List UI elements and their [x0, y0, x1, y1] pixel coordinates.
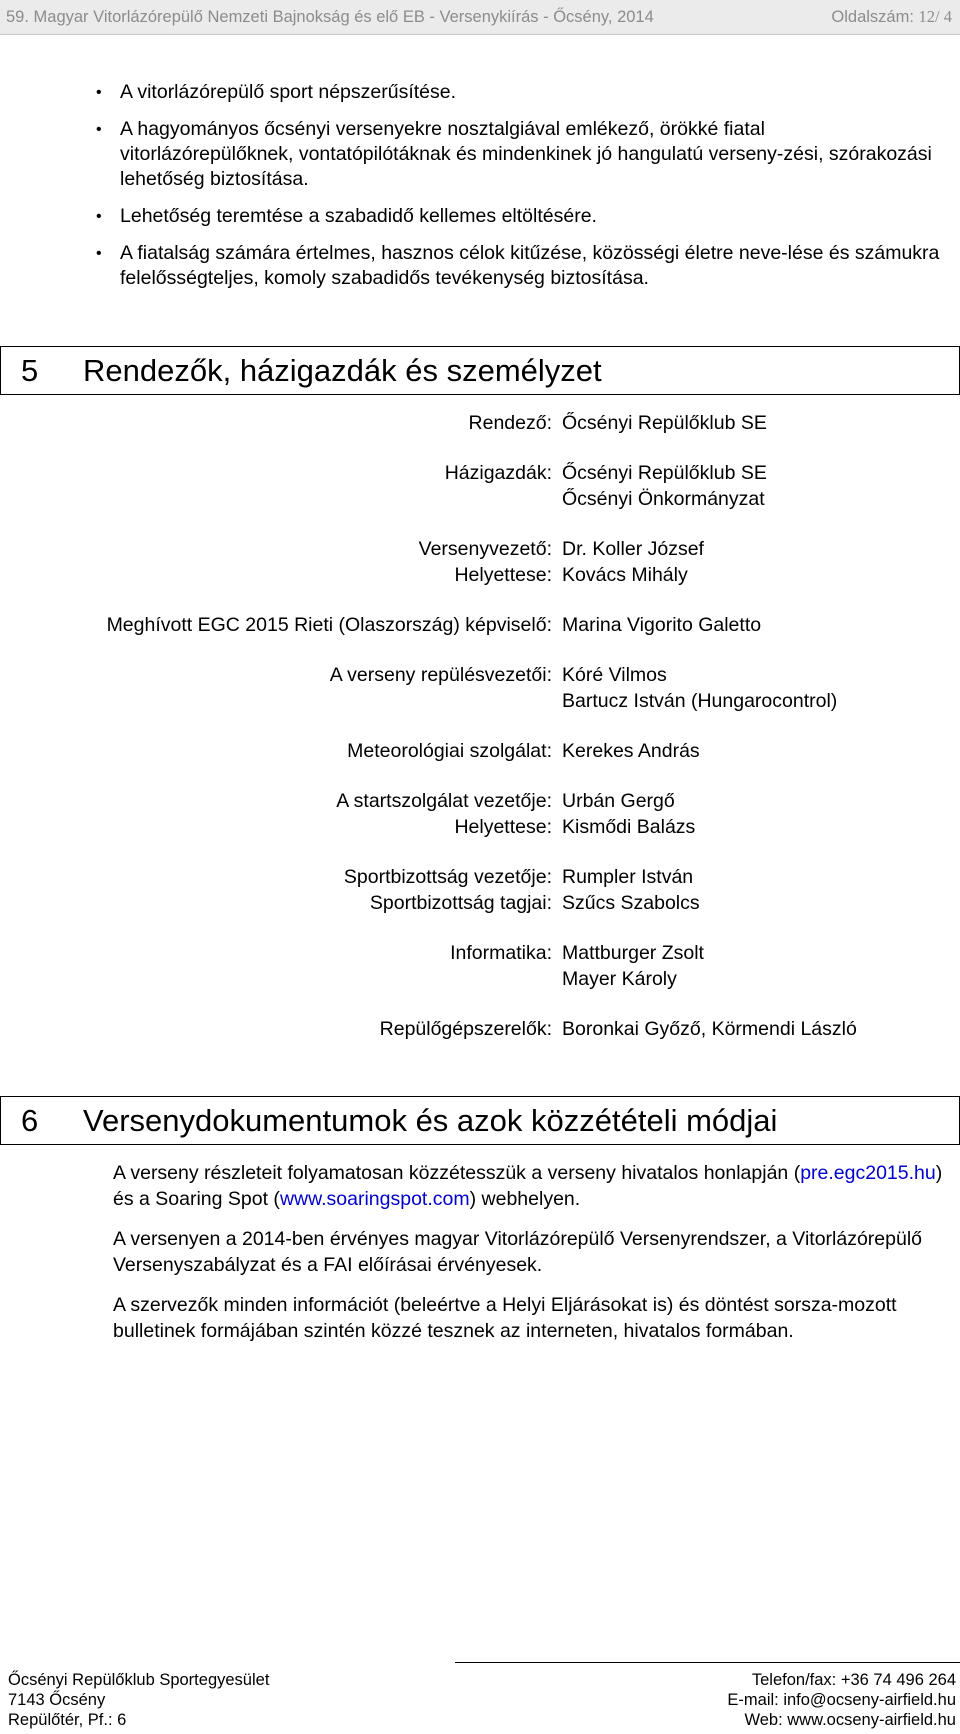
staff-row	[0, 612, 960, 638]
list-item	[96, 204, 940, 229]
header-page	[831, 0, 952, 34]
staff-role: Sportbizottság tagjai:	[369, 892, 552, 914]
bullet-icon: •	[96, 245, 102, 262]
staff-role: Meteorológiai szolgálat:	[347, 740, 552, 762]
page-header	[0, 0, 960, 35]
footer-phone: Telefon/fax: +36 74 496 264	[751, 1671, 956, 1689]
goals-list	[96, 80, 940, 303]
footer-address: Repülőtér, Pf.: 6	[8, 1711, 127, 1729]
goal-text: Lehetőség teremtése a szabadidő kellemes eltöltésére.	[120, 205, 597, 227]
header-title: 59. Magyar Vitorlázórepülő Nemzeti Bajnokság és elő EB - Versenykiírás - Őcsény, 2014	[6, 8, 654, 26]
goal-text: A vitorlázórepülő sport népszerűsítése.	[120, 81, 457, 103]
bullet-icon: •	[96, 208, 102, 225]
staff-role: Helyettese:	[454, 816, 552, 838]
footer-email: E-mail: info@ocseny-airfield.hu	[727, 1691, 956, 1709]
bullet-icon: •	[96, 121, 102, 138]
staff-row	[0, 940, 960, 992]
section-number: 6	[21, 1103, 39, 1138]
goal-text: A fiatalság számára értelmes, hasznos célok kitűzése, közösségi életre neve-lése és számukra felelősségteljes, komoly szabadidős tevékenység biztosítása.	[120, 242, 940, 289]
footer-divider	[455, 1662, 960, 1663]
footer-right	[727, 1670, 956, 1730]
staff-row	[0, 536, 960, 562]
staff-row	[0, 738, 960, 764]
docs-paragraph-3: A szervezők minden információt (beleértve a Helyi Eljárásokat is) és döntést sorsza-mozott bulletinek formájában szintén közzé tesznek az interneten, hivatalos formában.	[113, 1294, 897, 1342]
staff-row	[0, 788, 960, 814]
section-title: Versenydokumentumok és azok közzétételi módjai	[83, 1103, 778, 1138]
staff-name: Szűcs Szabolcs	[562, 892, 700, 914]
staff-list	[0, 410, 960, 1042]
section-heading-6	[0, 1096, 960, 1145]
page-number: 12/ 4	[918, 7, 952, 26]
soaringspot-link[interactable]: www.soaringspot.com	[279, 1188, 470, 1210]
docs-paragraph-2: A versenyen a 2014-ben érvényes magyar Vitorlázórepülő Versenyrendszer, a Vitorlázórepülő Versenyszabályzat és a FAI előírásai érvényesek.	[113, 1228, 923, 1276]
staff-role: Meghívott EGC 2015 Rieti (Olaszország) képviselő:	[106, 614, 552, 636]
staff-name: Kerekes András	[562, 740, 700, 762]
footer-web: Web: www.ocseny-airfield.hu	[744, 1711, 956, 1729]
staff-row	[0, 864, 960, 890]
staff-role: Versenyvezető:	[418, 538, 552, 560]
staff-row	[0, 460, 960, 512]
staff-role: Helyettese:	[454, 564, 552, 586]
staff-name: Kóré Vilmos	[562, 664, 667, 686]
docs-section	[113, 1160, 953, 1358]
footer-org: Őcsényi Repülőklub Sportegyesület	[8, 1671, 270, 1689]
staff-row	[0, 890, 960, 916]
staff-row	[0, 562, 960, 588]
section-number: 5	[21, 353, 39, 388]
staff-name: Kovács Mihály	[562, 564, 688, 586]
staff-role: Repülőgépszerelők:	[379, 1018, 552, 1040]
staff-name: Kismődi Balázs	[562, 816, 696, 838]
page-label: Oldalszám:	[831, 8, 914, 26]
docs-paragraph-1: A verseny részleteit folyamatosan közzétesszük a verseny hivatalos honlapján (pre.egc2015.hu) és a Soaring Spot (www.soaringspot.com) webhelyen.	[113, 1162, 943, 1210]
staff-row	[0, 662, 960, 714]
staff-name: Őcsényi Repülőklub SE	[562, 462, 767, 484]
list-item	[96, 117, 940, 192]
staff-role: A verseny repülésvezetői:	[329, 664, 552, 686]
section-title: Rendezők, házigazdák és személyzet	[83, 353, 602, 388]
staff-name: Marina Vigorito Galetto	[562, 614, 762, 636]
footer-city: 7143 Őcsény	[8, 1691, 106, 1709]
staff-name: Mayer Károly	[562, 968, 677, 990]
staff-role: A startszolgálat vezetője:	[336, 790, 552, 812]
staff-name: Dr. Koller József	[562, 538, 704, 560]
staff-role: Informatika:	[450, 942, 552, 964]
staff-role: Házigazdák:	[444, 462, 552, 484]
staff-name: Bartucz István (Hungarocontrol)	[562, 690, 838, 712]
page-footer	[0, 1662, 960, 1734]
staff-name: Őcsényi Önkormányzat	[562, 488, 765, 510]
staff-row	[0, 814, 960, 840]
staff-name: Urbán Gergő	[562, 790, 675, 812]
staff-name: Mattburger Zsolt	[562, 942, 704, 964]
staff-role: Sportbizottság vezetője:	[343, 866, 552, 888]
staff-row	[0, 1016, 960, 1042]
section-heading-5	[0, 346, 960, 395]
egc-link[interactable]: pre.egc2015.hu	[800, 1162, 936, 1184]
list-item	[96, 80, 940, 105]
staff-name: Rumpler István	[562, 866, 694, 888]
goal-text: A hagyományos őcsényi versenyekre nosztalgiával emlékező, örökké fiatal vitorlázórepülőknek, vontatópilótáknak és mindenkinek jó hangulatú verseny-zési, szórakozási lehetőség biztosítása.	[120, 118, 932, 190]
staff-row	[0, 410, 960, 436]
staff-name: Őcsényi Repülőklub SE	[562, 412, 767, 434]
list-item	[96, 241, 940, 291]
staff-role: Rendező:	[468, 412, 552, 434]
bullet-icon: •	[96, 84, 102, 101]
footer-left	[8, 1670, 269, 1730]
staff-name: Boronkai Győző, Körmendi László	[562, 1018, 857, 1040]
